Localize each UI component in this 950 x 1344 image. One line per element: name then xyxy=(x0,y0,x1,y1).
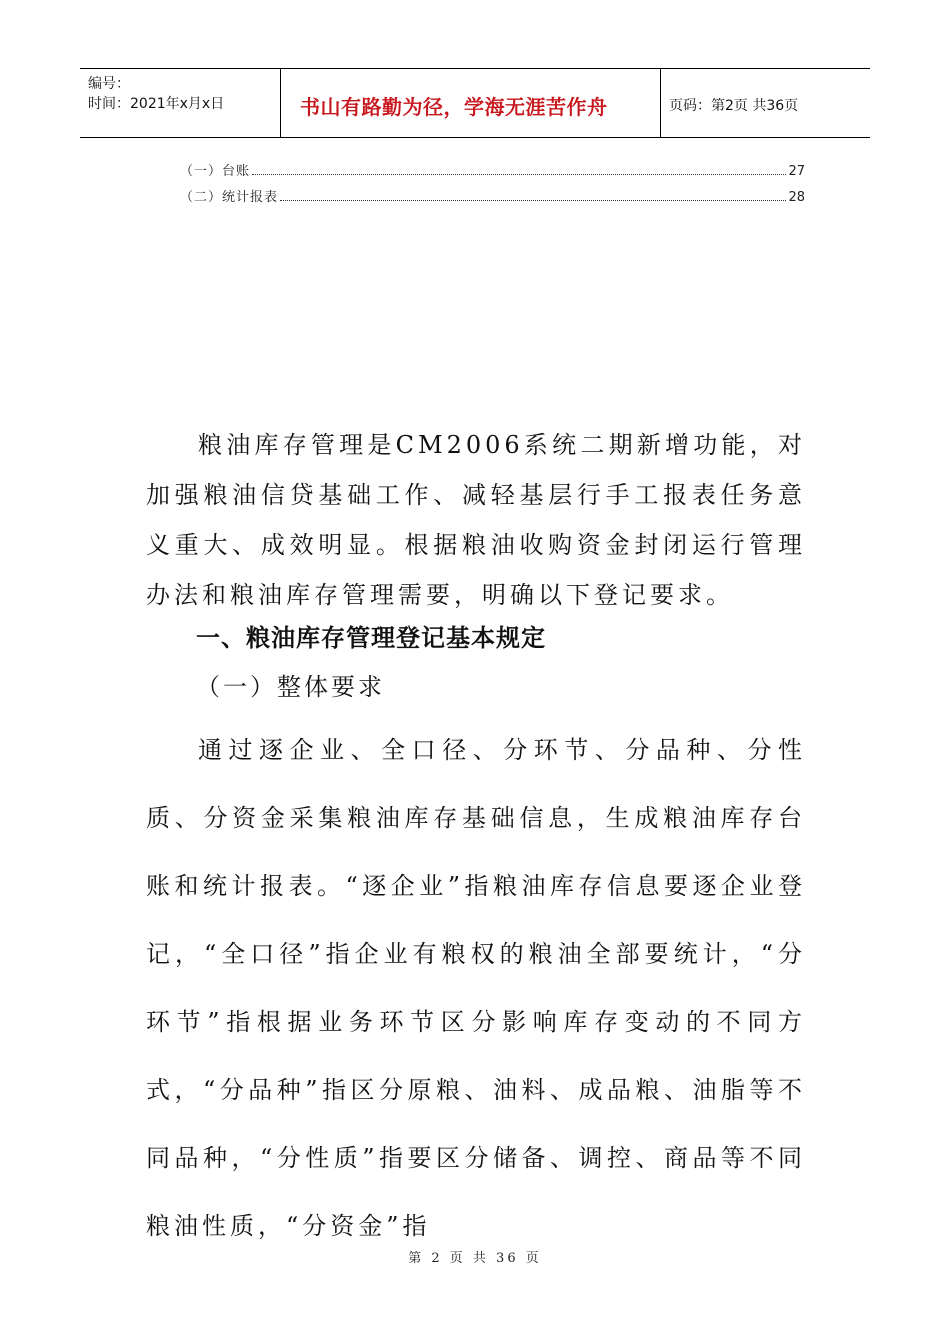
body-paragraph: 通过逐企业、全口径、分环节、分品种、分性质、分资金采集粮油库存基础信息，生成粮油库存台账和统计报表。“逐企业”指粮油库存信息要逐企业登记，“全口径”指企业有粮权的粮油全部要统计，“分环节”指根据业务环节区分影响库存变动的不同方式，“分品种”指区分原粮、油料、成品粮、油脂等不同品种，“分性质”指要区分储备、调控、商品等不同粮油性质，“分资金”指 xyxy=(146,736,806,1240)
header-motto: 书山有路勤为径，学海无涯苦作舟 xyxy=(300,95,608,119)
subsection-heading: （一）整体要求 xyxy=(196,673,385,701)
document-date-label: 时间：2021年x月x日 xyxy=(88,96,225,112)
header-meta-cell xyxy=(80,69,281,137)
section-heading: 一、粮油库存管理登记基本规定 xyxy=(196,624,546,652)
document-number-label: 编号： xyxy=(88,76,130,92)
toc-dot-leader xyxy=(252,173,786,175)
toc-entry[interactable] xyxy=(180,160,805,179)
toc-entry-page: 28 xyxy=(788,190,805,205)
header-page-cell xyxy=(661,69,870,137)
header-page-info: 页码：第2页 共36页 xyxy=(669,98,799,114)
toc-entry-page: 27 xyxy=(788,164,805,179)
toc-entry-label: （二）统计报表 xyxy=(180,190,279,205)
page-header xyxy=(80,68,870,138)
toc-dot-leader xyxy=(280,199,786,201)
toc-entry[interactable] xyxy=(180,186,805,205)
header-motto-cell xyxy=(280,69,661,137)
toc-entry-label: （一）台账 xyxy=(180,164,251,179)
intro-paragraph: 粮油库存管理是CM2006系统二期新增功能，对加强粮油信贷基础工作、减轻基层行手工报表任务意义重大、成效明显。根据粮油收购资金封闭运行管理办法和粮油库存管理需要，明确以下登记要求。 xyxy=(146,431,806,609)
page-footer: 第 2 页 共 36 页 xyxy=(408,1251,542,1266)
